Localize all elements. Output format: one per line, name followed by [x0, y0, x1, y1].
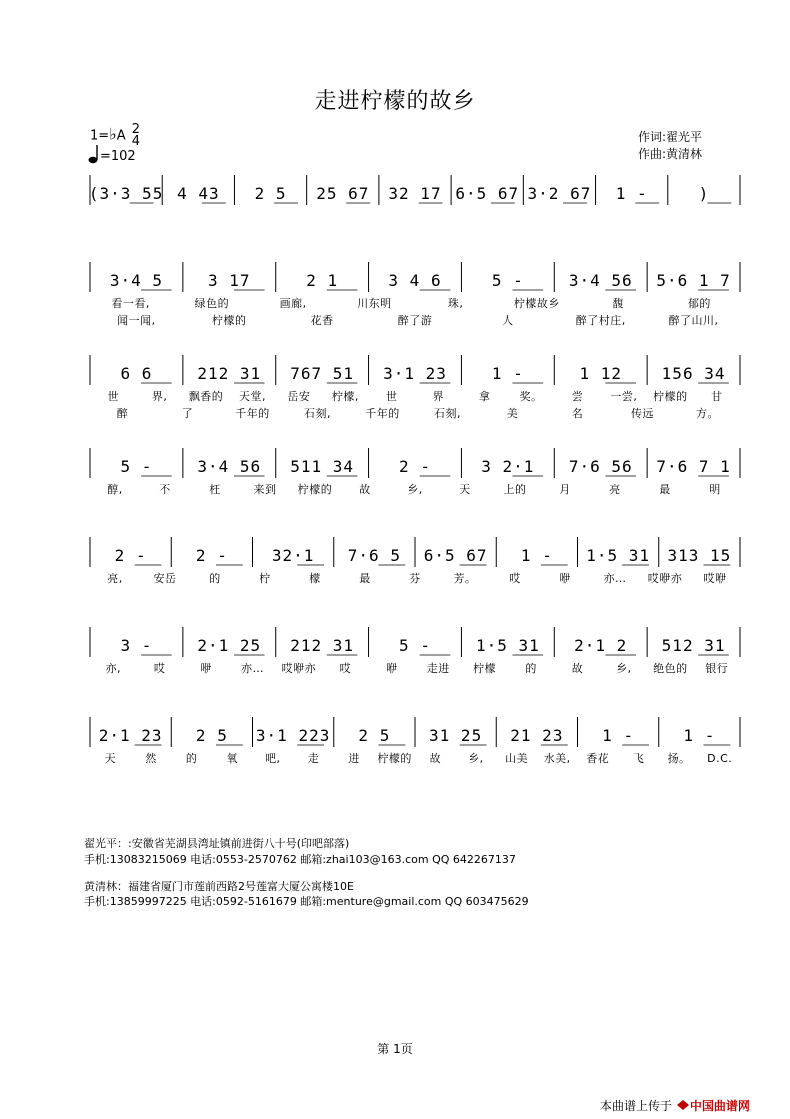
lyric-syllable: 柠檬的 — [297, 483, 333, 496]
measure-notes: 3·2 67 — [527, 184, 592, 203]
lyric-syllable: 天 — [104, 752, 117, 765]
composer-phone: 手机:13859997225 电话:0592-5161679 邮箱:menture@gmail.com QQ 603475629 — [84, 895, 529, 908]
lyric-syllable: 故 — [359, 483, 371, 496]
measure-notes: 3·1 223 — [255, 726, 331, 745]
lyric-syllable: 醉了山川, — [668, 314, 719, 327]
measure-notes: 156 34 — [661, 364, 726, 383]
measure-notes: 7·6 56 — [568, 457, 633, 476]
key-note: A — [116, 128, 126, 144]
lyric-syllable: 石刻, — [304, 407, 331, 420]
measure-notes: 3 2·1 — [481, 457, 535, 476]
lyric-syllable: 然 — [145, 752, 157, 765]
lyric-syllable: 上的 — [503, 483, 527, 496]
score-row — [89, 175, 740, 205]
lyric-syllable: 醇, — [107, 483, 123, 496]
lyricist-phone: 手机:13083215069 电话:0553-2570762 邮箱:zhai103@163.com QQ 642267137 — [84, 853, 516, 866]
upload-text: 本曲谱上传于 — [600, 1099, 673, 1113]
lyric-syllable: 乡, — [616, 662, 632, 675]
lyric-syllable: 来到 — [253, 483, 277, 496]
measure-notes: 2 - — [399, 457, 431, 476]
measure-notes: 3 - — [120, 636, 153, 655]
lyric-syllable: 甘 — [711, 390, 723, 403]
lyric-syllable: 亮, — [107, 572, 123, 585]
lyric-syllable: 不 — [159, 483, 171, 496]
lyric-syllable: 亦, — [105, 662, 121, 675]
site-footer[interactable] — [600, 1097, 750, 1114]
lyric-syllable: 传远 — [631, 407, 654, 420]
measure-notes: 5 - — [399, 636, 431, 655]
lyric-syllable: 咿 — [559, 572, 571, 585]
site-name: 中国曲谱网 — [689, 1099, 750, 1113]
lyric-syllable: 飘香的 — [188, 390, 224, 403]
measure-notes: ) — [698, 184, 710, 203]
measure-notes: 2 5 — [254, 184, 287, 203]
lyric-syllable: 芬 — [409, 572, 421, 585]
tempo-value: =102 — [100, 149, 136, 164]
measure-notes: 2·1 23 — [98, 726, 163, 745]
measure-notes: 2 5 — [358, 726, 391, 745]
lyric-syllable: 拿 — [478, 390, 491, 403]
measure-notes: 7·6 5 — [347, 546, 401, 565]
lyric-syllable: 走 — [307, 752, 320, 765]
measure-notes: 212 31 — [197, 364, 262, 383]
site-logo-icon — [676, 1099, 690, 1111]
lyric-syllable: 一尝, — [610, 390, 638, 403]
measure-notes: 5 - — [491, 271, 524, 290]
lyric-syllable: 柠檬故乡 — [513, 297, 560, 310]
lyric-syllable: 走进 — [426, 662, 450, 675]
lyric-syllable: 柠檬 — [473, 662, 497, 675]
measure-notes: 4 43 — [177, 184, 220, 203]
measure-notes: (3·3 55 — [88, 184, 164, 203]
composer-address: 黄清林：福建省厦门市莲前西路2号莲富大厦公寓楼10E — [84, 880, 354, 893]
lyric-syllable: 乡, — [468, 752, 484, 765]
measure-notes: 313 15 — [667, 546, 732, 565]
lyric-syllable: 亮 — [609, 483, 621, 496]
measure-notes: 1 - — [520, 546, 553, 565]
lyric-syllable: 乡, — [407, 483, 423, 496]
measure-notes: 2·1 25 — [197, 636, 262, 655]
lyric-syllable: 郁的 — [687, 297, 711, 310]
lyric-syllable: 亦… — [241, 662, 264, 675]
lyric-syllable: 岳安 — [287, 390, 311, 403]
lyric-syllable: 柠檬, — [331, 390, 359, 403]
lyric-syllable: 人 — [502, 314, 514, 327]
lyric-syllable: 山美 — [505, 752, 529, 765]
lyric-syllable: 花香 — [310, 314, 334, 327]
lyric-syllable: 吧, — [265, 752, 281, 765]
score-row — [90, 355, 740, 420]
lyric-syllable: 界, — [151, 390, 168, 403]
measure-notes: 21 23 — [510, 726, 564, 745]
lyric-syllable: 檬 — [309, 572, 321, 585]
lyric-syllable: 美 — [506, 407, 519, 420]
score-row — [90, 262, 740, 327]
lyric-syllable: 芳。 — [453, 572, 477, 585]
key-prefix: 1= — [90, 128, 110, 144]
lyric-syllable: 馥 — [612, 297, 624, 310]
lyric-syllable: 哎咿亦 — [647, 572, 683, 585]
lyric-syllable: 绝色的 — [653, 662, 688, 675]
measure-notes: 31 25 — [429, 726, 483, 745]
lyric-syllable: 天堂, — [239, 390, 266, 403]
lyric-syllable: 柠 — [259, 572, 271, 585]
lyric-syllable: 哎咿亦 — [281, 662, 317, 675]
lyric-syllable: 哎 — [153, 662, 166, 675]
measure-notes: 1 - — [615, 184, 648, 203]
lyric-syllable: 醉了游 — [397, 314, 433, 327]
lyric-syllable: 川东明 — [357, 297, 392, 310]
lyricist-address: 翟光平：:安徽省芜湖县湾址镇前进街八十号(印吧部落) — [84, 837, 350, 850]
measure-notes: 6 6 — [120, 364, 153, 383]
lyric-syllable: 明 — [709, 483, 721, 496]
lyric-syllable: 柠檬的 — [212, 314, 247, 327]
lyric-syllable: 飞 — [632, 752, 645, 765]
lyric-syllable: 咿 — [200, 662, 212, 675]
page-number: 第 1页 — [377, 1042, 413, 1056]
measure-notes: 2 1 — [306, 271, 339, 290]
measure-notes: 1·5 31 — [586, 546, 651, 565]
lyric-syllable: 看一看, — [111, 297, 150, 310]
lyric-syllable: 石刻, — [434, 407, 461, 420]
lyric-syllable: 世 — [386, 390, 398, 403]
measure-notes: 7·6 7 1 — [656, 457, 731, 476]
measure-notes: 2 - — [114, 546, 147, 565]
lyric-syllable: 咿 — [386, 662, 398, 675]
lyric-syllable: 绿色的 — [194, 297, 230, 310]
lyric-syllable: 故 — [429, 752, 442, 765]
measure-notes: 32 17 — [388, 184, 442, 203]
measure-notes: 1 - — [491, 364, 524, 383]
lyric-syllable: 天 — [459, 483, 471, 496]
measure-notes: 1 12 — [579, 364, 622, 383]
time-signature-top: 2 — [131, 122, 141, 137]
lyric-syllable: 了 — [181, 407, 194, 420]
lyric-syllable: 的 — [185, 752, 198, 765]
lyric-syllable: 枉 — [209, 483, 221, 496]
score-title: 走进柠檬的故乡 — [314, 89, 476, 114]
lyric-syllable: 世 — [107, 390, 119, 403]
measure-notes: 3 4 6 — [388, 271, 442, 290]
measure-notes: 2 - — [195, 546, 228, 565]
lyric-syllable: 闻一闻, — [117, 314, 156, 327]
measure-notes: 5 - — [120, 457, 153, 476]
measure-notes: 25 67 — [316, 184, 370, 203]
score-row — [90, 717, 740, 765]
lyric-syllable: 月 — [559, 483, 571, 496]
key-flat: ♭ — [109, 124, 117, 144]
lyric-syllable: 千年的 — [235, 407, 270, 420]
lyric-syllable: 柠檬的 — [653, 390, 688, 403]
lyric-syllable: 水美, — [543, 752, 571, 765]
lyric-syllable: D.C. — [707, 752, 733, 765]
lyric-syllable: 香花 — [586, 752, 610, 765]
measure-notes: 3·4 56 — [568, 271, 633, 290]
lyric-syllable: 尝 — [571, 390, 584, 403]
measure-notes: 511 34 — [290, 457, 355, 476]
score-row — [90, 627, 740, 675]
measure-notes: 1 - — [683, 726, 716, 745]
lyric-syllable: 界 — [432, 390, 444, 403]
lyric-syllable: 醉 — [116, 407, 129, 420]
measure-notes: 767 51 — [290, 364, 355, 383]
measure-notes: 3·1 23 — [383, 364, 447, 383]
measure-notes: 1·5 31 — [475, 636, 540, 655]
score-row — [90, 448, 740, 496]
lyric-syllable: 亦… — [603, 572, 627, 585]
lyric-syllable: 名 — [571, 407, 584, 420]
lyric-syllable: 进 — [348, 752, 360, 765]
lyric-syllable: 醉了村庄, — [575, 314, 626, 327]
lyric-syllable: 画廊, — [279, 297, 307, 310]
lyricist-credit: 作词:翟光平 — [638, 130, 703, 144]
measure-notes: 3·4 5 — [109, 271, 164, 290]
lyric-syllable: 哎 — [339, 662, 352, 675]
lyric-syllable: 方。 — [696, 407, 719, 420]
measure-notes: 5·6 1 7 — [656, 271, 731, 290]
lyric-syllable: 最 — [659, 483, 671, 496]
time-signature-bottom: 4 — [131, 134, 141, 149]
lyric-syllable: 柠檬的 — [377, 752, 412, 765]
measure-notes: 1 - — [602, 726, 635, 745]
measure-notes: 6·5 67 — [455, 184, 520, 203]
lyric-syllable: 氧 — [226, 752, 238, 765]
lyric-syllable: 奖。 — [519, 390, 543, 403]
lyric-syllable: 安岳 — [153, 572, 177, 585]
lyric-syllable: 珠, — [447, 297, 464, 310]
lyric-syllable: 哎咿 — [703, 572, 727, 585]
lyric-syllable: 哎 — [509, 572, 521, 585]
measure-notes: 32·1 — [271, 546, 315, 565]
lyric-syllable: 的 — [209, 572, 221, 585]
measure-notes: 3 17 — [208, 271, 251, 290]
measure-notes: 212 31 — [290, 636, 355, 655]
lyric-syllable: 的 — [525, 662, 537, 675]
measure-notes: 6·5 67 — [423, 546, 488, 565]
lyric-syllable: 千年的 — [365, 407, 400, 420]
measure-notes: 2 5 — [195, 726, 228, 745]
measure-notes: 512 31 — [661, 636, 726, 655]
measure-notes: 2·1 2 — [574, 636, 628, 655]
measure-notes: 3·4 56 — [197, 457, 262, 476]
lyric-syllable: 扬。 — [667, 752, 691, 765]
composer-credit: 作曲:黄清林 — [638, 147, 703, 161]
lyric-syllable: 故 — [571, 662, 584, 675]
score-row — [90, 537, 740, 585]
lyric-syllable: 银行 — [705, 662, 729, 675]
lyric-syllable: 最 — [359, 572, 371, 585]
